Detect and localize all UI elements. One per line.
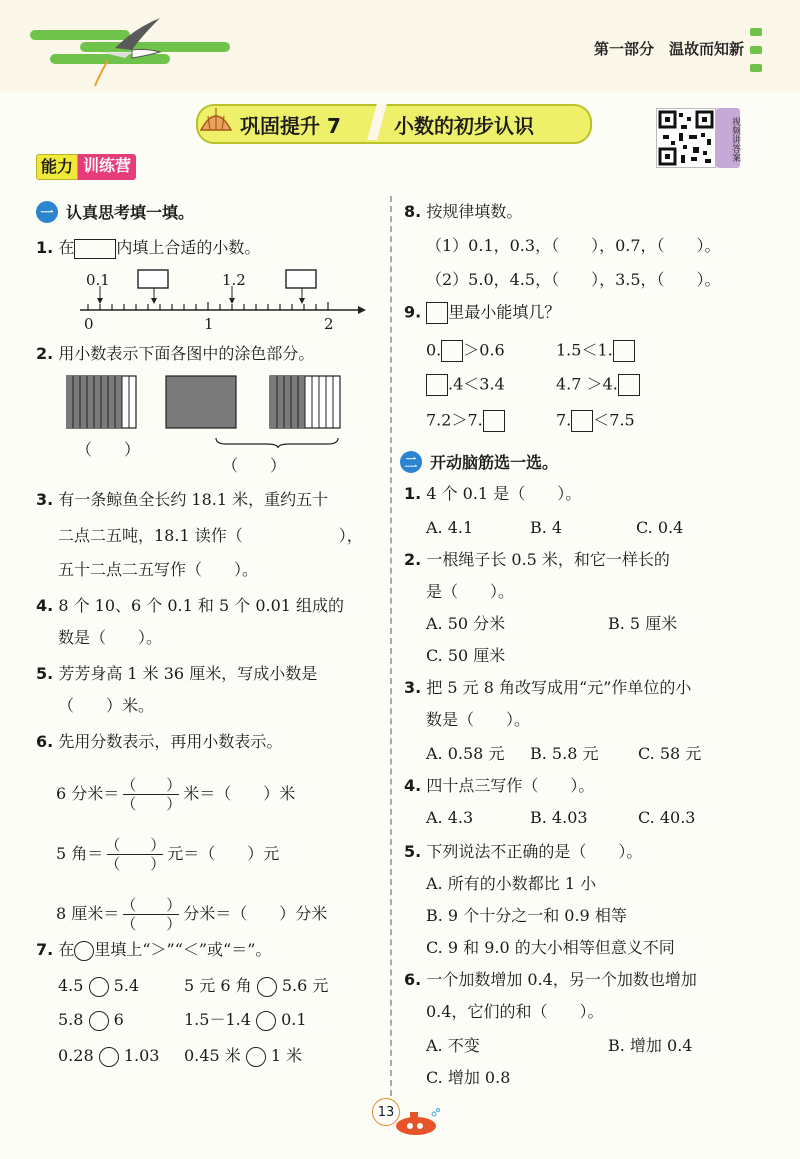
c2-number: 2. bbox=[404, 550, 422, 569]
lesson-title: 小数的初步认识 bbox=[394, 114, 534, 138]
q6-r3-pre: 8 厘米＝ bbox=[56, 904, 120, 923]
c2-text-1: 一根绳子长 0.5 米，和它一样长的 bbox=[426, 550, 670, 569]
q7-r2a bbox=[58, 1010, 124, 1031]
q9-f-pre: 7. bbox=[556, 410, 572, 430]
c2-option-a[interactable]: A. 50 分米 bbox=[426, 614, 506, 633]
q1-tick-1-2: 1.2 bbox=[222, 271, 246, 289]
q7-r1a-right: 5.4 bbox=[113, 976, 140, 995]
q4-line1 bbox=[36, 596, 344, 616]
q6-r1-rest: 米＝（ ）米 bbox=[183, 784, 296, 803]
q6-number: 6. bbox=[36, 732, 54, 751]
lesson-number: 巩固提升 7 bbox=[240, 114, 341, 138]
q7-r2b bbox=[184, 1010, 307, 1031]
c4-line bbox=[404, 776, 594, 796]
c6-line1 bbox=[404, 970, 697, 990]
q7-r1a bbox=[58, 976, 139, 997]
q3-text-1: 有一条鲸鱼全长约 18.1 米，重约五十 bbox=[58, 490, 329, 509]
q7-post: 里填上“＞”“＜”或“＝”。 bbox=[94, 940, 272, 959]
q9-b-box[interactable] bbox=[613, 340, 635, 362]
q7-r2b-right: 0.1 bbox=[281, 1010, 307, 1029]
q9-f-box[interactable] bbox=[571, 410, 593, 432]
q7-r3b-right: 1 米 bbox=[270, 1046, 303, 1065]
q7-r3b bbox=[184, 1046, 302, 1067]
q7-r1b bbox=[184, 976, 328, 997]
q8-seq-1: （1）0.1，0.3，（ ），0.7，（ ）。 bbox=[426, 236, 721, 255]
q7-r3a-circle[interactable] bbox=[99, 1047, 119, 1067]
q8-seq-2: （2）5.0，4.5，（ ），3.5，（ ）。 bbox=[426, 270, 721, 289]
q2-answer-2[interactable]: （ ） bbox=[222, 456, 287, 475]
c1-number: 1. bbox=[404, 484, 422, 503]
q9-b-pre: 1.5＜1. bbox=[556, 340, 613, 360]
q7-r3a-left: 0.28 bbox=[58, 1046, 94, 1065]
q3-line3: 五十二点二五写作（ ）。 bbox=[58, 560, 259, 579]
q9-d-box[interactable] bbox=[618, 374, 640, 396]
q6-r3-num: （ ） bbox=[121, 896, 182, 914]
q9-e-pre: 7.2＞7. bbox=[426, 410, 483, 430]
c4-option-a[interactable]: A. 4.3 bbox=[426, 808, 474, 827]
c4-number: 4. bbox=[404, 776, 422, 795]
q6-r1-pre: 6 分米＝ bbox=[56, 784, 120, 803]
q7-r3a-right: 1.03 bbox=[123, 1046, 160, 1065]
q1-axis-2: 2 bbox=[324, 315, 334, 333]
q7-r2b-circle[interactable] bbox=[256, 1011, 276, 1031]
q9-item-c bbox=[426, 374, 505, 396]
q7-r2b-left: 1.5－1.4 bbox=[184, 1010, 251, 1029]
q6-r2-fraction[interactable] bbox=[105, 836, 165, 873]
q4-number: 4. bbox=[36, 596, 54, 615]
c5-option-a[interactable]: A. 所有的小数都比 1 小 bbox=[426, 874, 597, 893]
q6-r1-num: （ ） bbox=[121, 776, 182, 794]
section-one-mark: 一 bbox=[36, 201, 58, 223]
c2-line2: 是（ ）。 bbox=[426, 582, 515, 601]
c1-option-a[interactable]: A. 4.1 bbox=[426, 518, 474, 537]
q9-item-f bbox=[556, 410, 635, 432]
q9-box-example bbox=[426, 302, 448, 324]
q9-item-a bbox=[426, 340, 505, 362]
section-bar-decoration bbox=[750, 28, 762, 72]
q7-r1a-left: 4.5 bbox=[58, 976, 84, 995]
c6-text-1: 一个加数增加 0.4，另一个加数也增加 bbox=[426, 970, 697, 989]
q7-line1 bbox=[36, 940, 271, 961]
q7-r2a-circle[interactable] bbox=[89, 1011, 109, 1031]
q6-r2-den: （ ） bbox=[105, 855, 166, 873]
page-number: 13 bbox=[372, 1098, 400, 1126]
q9-f-post: ＜7.5 bbox=[593, 410, 635, 430]
c4-text: 四十点三写作（ ）。 bbox=[426, 776, 595, 795]
c3-number: 3. bbox=[404, 678, 422, 697]
column-divider bbox=[390, 196, 392, 1096]
shell-icon bbox=[196, 100, 236, 140]
c5-line bbox=[404, 842, 642, 862]
q7-r3b-left: 0.45 米 bbox=[184, 1046, 241, 1065]
q6-text: 先用分数表示，再用小数表示。 bbox=[58, 732, 283, 751]
q1-number: 1. bbox=[36, 238, 54, 257]
q6-row-1 bbox=[56, 776, 295, 813]
qr-code-icon[interactable] bbox=[656, 108, 716, 168]
q4-text-1: 8 个 10、6 个 0.1 和 5 个 0.01 组成的 bbox=[58, 596, 345, 615]
section-two-mark: 二 bbox=[400, 451, 422, 473]
c3-option-a[interactable]: A. 0.58 元 bbox=[426, 744, 505, 763]
q9-line1 bbox=[404, 302, 560, 324]
q7-r3b-circle[interactable] bbox=[246, 1047, 266, 1067]
q7-r1b-left: 5 元 6 角 bbox=[184, 976, 252, 995]
q1-text bbox=[36, 238, 260, 259]
c2-line1 bbox=[404, 550, 670, 570]
q6-r3-fraction[interactable] bbox=[121, 896, 181, 933]
q2-number: 2. bbox=[36, 344, 54, 363]
q8-number: 8. bbox=[404, 202, 422, 221]
q1-tick-0-1: 0.1 bbox=[86, 271, 110, 289]
section-one-title: 认真思考填一填。 bbox=[66, 203, 195, 222]
q7-circle-example bbox=[74, 941, 94, 961]
c2-option-c[interactable]: C. 50 厘米 bbox=[426, 646, 506, 665]
q3-line1 bbox=[36, 490, 328, 510]
q1-box-example bbox=[74, 239, 116, 259]
c5-number: 5. bbox=[404, 842, 422, 861]
q1-post: 内填上合适的小数。 bbox=[116, 238, 261, 257]
seagull-decoration-icon bbox=[20, 8, 260, 88]
c4-option-c[interactable]: C. 40.3 bbox=[638, 808, 696, 827]
q3-number: 3. bbox=[36, 490, 54, 509]
c3-text-1: 把 5 元 8 角改写成用“元”作单位的小 bbox=[426, 678, 692, 697]
c1-text: 4 个 0.1 是（ ）。 bbox=[426, 484, 582, 503]
q9-text: 里最小能填几？ bbox=[448, 302, 561, 322]
q6-r1-fraction[interactable] bbox=[121, 776, 181, 813]
section-label: 第一部分 温故而知新 bbox=[593, 40, 744, 58]
q8-line1 bbox=[404, 202, 522, 222]
c6-option-c[interactable]: C. 增加 0.8 bbox=[426, 1068, 511, 1087]
submarine-icon bbox=[386, 1108, 442, 1138]
c3-option-c[interactable]: C. 58 元 bbox=[638, 744, 702, 763]
q9-item-b bbox=[556, 340, 635, 362]
q7-r1b-circle[interactable] bbox=[257, 977, 277, 997]
q9-a-box[interactable] bbox=[441, 340, 463, 362]
q9-number: 9. bbox=[404, 302, 422, 322]
q9-e-box[interactable] bbox=[483, 410, 505, 432]
c6-option-a[interactable]: A. 不变 bbox=[426, 1036, 480, 1055]
q6-r3-den: （ ） bbox=[121, 915, 182, 933]
q9-item-d bbox=[556, 374, 640, 396]
q9-item-e bbox=[426, 410, 505, 432]
c6-number: 6. bbox=[404, 970, 422, 989]
q1-axis-1: 1 bbox=[204, 315, 214, 333]
q9-a-pre: 0. bbox=[426, 340, 442, 360]
section-two-heading bbox=[400, 450, 558, 473]
q6-r2-rest: 元＝（ ）元 bbox=[167, 844, 280, 863]
q7-number: 7. bbox=[36, 940, 54, 959]
q6-row-3 bbox=[56, 896, 327, 933]
q6-r1-den: （ ） bbox=[121, 795, 182, 813]
q9-d-pre: 4.7 ＞4. bbox=[556, 374, 618, 394]
q1-axis-0: 0 bbox=[84, 315, 94, 333]
c5-text: 下列说法不正确的是（ ）。 bbox=[426, 842, 643, 861]
q6-r2-pre: 5 角＝ bbox=[56, 844, 104, 863]
q6-line1 bbox=[36, 732, 282, 752]
q4-line2: 数是（ ）。 bbox=[58, 628, 163, 647]
c2-option-b[interactable]: B. 5 厘米 bbox=[608, 614, 678, 633]
q9-c-post: .4＜3.4 bbox=[448, 374, 505, 394]
c3-option-b[interactable]: B. 5.8 元 bbox=[530, 744, 599, 763]
c6-option-b[interactable]: B. 增加 0.4 bbox=[608, 1036, 693, 1055]
c3-line1 bbox=[404, 678, 691, 698]
qr-video-label: 视频讲答案 bbox=[716, 108, 740, 168]
q7-r1a-circle[interactable] bbox=[89, 977, 109, 997]
c6-line2: 0.4，它们的和（ ）。 bbox=[426, 1002, 604, 1021]
c1-option-b[interactable]: B. 4 bbox=[530, 518, 563, 537]
q2-answer-1[interactable]: （ ） bbox=[76, 440, 141, 459]
badge-left-text: 能力 bbox=[36, 154, 78, 180]
c3-line2: 数是（ ）。 bbox=[426, 710, 531, 729]
q9-c-box[interactable] bbox=[426, 374, 448, 396]
q5-text-1: 芳芳身高 1 米 36 厘米，写成小数是 bbox=[58, 664, 318, 683]
q7-r2a-left: 5.8 bbox=[58, 1010, 84, 1029]
q3-line2: 二点二五吨，18.1 读作（ ）， bbox=[58, 526, 363, 545]
c1-option-c[interactable]: C. 0.4 bbox=[636, 518, 684, 537]
c5-option-c[interactable]: C. 9 和 9.0 的大小相等但意义不同 bbox=[426, 938, 675, 957]
c5-option-b[interactable]: B. 9 个十分之一和 0.9 相等 bbox=[426, 906, 627, 925]
q2-body: 用小数表示下面各图中的涂色部分。 bbox=[58, 344, 315, 363]
section-one-heading bbox=[36, 200, 194, 223]
badge-right-text: 训练营 bbox=[78, 154, 136, 180]
q8-text: 按规律填数。 bbox=[426, 202, 523, 221]
q7-r2a-right: 6 bbox=[113, 1010, 124, 1029]
q6-r3-rest: 分米＝（ ）分米 bbox=[183, 904, 328, 923]
q6-row-2 bbox=[56, 836, 279, 873]
q7-r3a bbox=[58, 1046, 159, 1067]
ability-badge bbox=[36, 154, 136, 180]
section-two-title: 开动脑筋选一选。 bbox=[430, 453, 559, 472]
q7-pre: 在 bbox=[58, 940, 75, 959]
q5-number: 5. bbox=[36, 664, 54, 683]
q5-line1 bbox=[36, 664, 317, 684]
q7-r1b-right: 5.6 元 bbox=[281, 976, 329, 995]
c4-option-b[interactable]: B. 4.03 bbox=[530, 808, 588, 827]
q6-r2-num: （ ） bbox=[105, 836, 166, 854]
c1-line bbox=[404, 484, 581, 504]
q5-line2: （ ）米。 bbox=[58, 696, 155, 715]
q2-text bbox=[36, 344, 314, 364]
q1-pre: 在 bbox=[58, 238, 75, 257]
q9-a-post: ＞0.6 bbox=[463, 340, 505, 360]
